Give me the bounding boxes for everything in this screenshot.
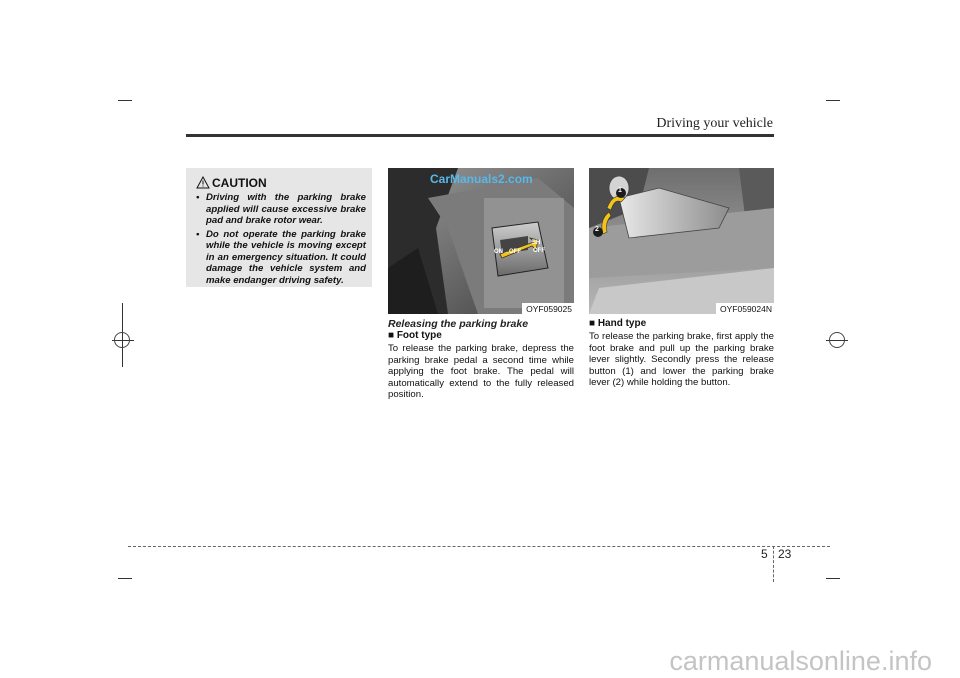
registration-circle-right bbox=[829, 332, 845, 348]
crop-mark-bottom-right bbox=[826, 578, 840, 579]
caution-title: CAUTION bbox=[212, 176, 267, 190]
section-heading: Releasing the parking brake bbox=[388, 318, 529, 330]
hand-brake-illustration bbox=[589, 168, 774, 314]
registration-circle-left bbox=[114, 332, 130, 348]
caution-item: • Do not operate the parking brake while the vehicle is moving except in an emergency situation. It could damage the vehicle system and make endanger driving safety. bbox=[194, 229, 366, 287]
crop-mark-bottom-left bbox=[118, 578, 132, 579]
hand-type-text: To release the parking brake, first apply the foot brake and pull up the parking brake lever slightly. Secondly press the release button (1) and lower the parking brake lever (2) while holding the button. bbox=[589, 331, 774, 389]
footer-rule bbox=[128, 546, 830, 547]
foot-brake-illustration bbox=[388, 168, 574, 314]
footer-divider bbox=[773, 546, 774, 582]
caution-item: • Driving with the parking brake applied will cause excessive brake pad and brake rotor wear. bbox=[194, 192, 366, 227]
foot-type-subhead: ■ Foot type bbox=[388, 330, 442, 341]
header-title: Driving your vehicle bbox=[656, 116, 773, 131]
figure-watermark: CarManuals2.com bbox=[430, 172, 533, 186]
caution-list bbox=[194, 192, 366, 288]
figure-code-foot: OYF059025 bbox=[522, 303, 574, 314]
pedal-label-off: OFF bbox=[533, 248, 545, 254]
callout-1: 1 bbox=[618, 187, 622, 194]
chapter-number: 5 bbox=[761, 547, 768, 561]
figure-code-hand: OYF059024N bbox=[716, 303, 774, 314]
header-rule bbox=[186, 134, 774, 137]
pedal-label-on-off: ON→OFF bbox=[494, 249, 521, 255]
crop-mark-top-right bbox=[826, 100, 840, 101]
caution-box bbox=[186, 168, 372, 287]
foot-brake-photo bbox=[388, 168, 574, 314]
site-watermark: carmanualsonline.info bbox=[669, 646, 932, 676]
crop-mark-top-left bbox=[118, 100, 132, 101]
warning-triangle-icon bbox=[196, 176, 210, 189]
foot-type-text: To release the parking brake, depress the parking brake pedal a second time while applying the foot brake. The pedal will automatically extend to the fully released position. bbox=[388, 343, 574, 401]
pedal-label-push: SH bbox=[532, 240, 541, 246]
callout-2: 2 bbox=[595, 226, 599, 233]
hand-type-subhead: ■ Hand type bbox=[589, 318, 647, 329]
hand-brake-photo bbox=[589, 168, 774, 314]
page-number: 23 bbox=[778, 547, 792, 561]
